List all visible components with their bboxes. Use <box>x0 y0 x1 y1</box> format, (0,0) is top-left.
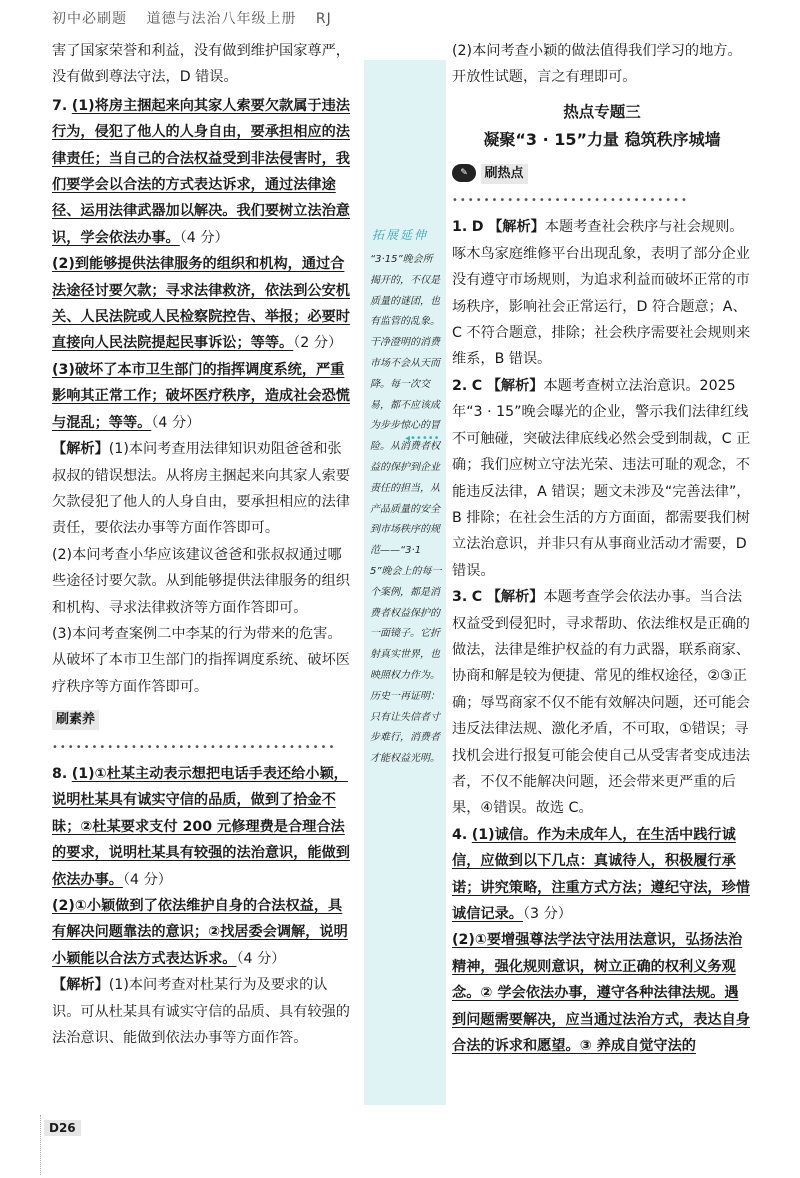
section-header-suyang <box>52 706 355 761</box>
q8-part1-score: （4 分） <box>122 871 172 888</box>
topic-label: 热点专题三 <box>563 102 641 121</box>
right-continuation: (2)本问考查小颖的做法值得我们学习的地方。开放性试题，言之有理即可。 <box>452 43 742 86</box>
q2-number: 2. <box>452 377 468 394</box>
q7-analysis-2: (2)本问考查小华应该建议爸爸和张叔叔通过哪些途径讨要欠款。从到能够提供法律服务的组织和机构、寻求法律救济等方面作答即可。 <box>52 546 350 616</box>
q7-part1: (1)将房主捆起来向其家人索要欠款属于违法行为，侵犯了他人的人身自由，要承担相应的法律责任；当自己的合法权益受到非法侵害时，我们要学会以合法的方式表达诉求，通过法律途径、运用法律武器加以解决。我们要树立法治意识，学会依法办事。 <box>52 97 350 246</box>
analysis-label: 【解析】 <box>486 377 544 394</box>
q4-part1-score: （3 分） <box>522 906 572 922</box>
section-header-redian <box>452 160 752 215</box>
q4-answer-1 <box>452 822 752 928</box>
section-label: 刷素养 <box>52 710 99 730</box>
divider-dots: •••••••••••••••••••••••••••••••••••• <box>52 741 337 753</box>
q7-number: 7. <box>52 97 68 114</box>
q8-answer-1 <box>52 761 355 893</box>
q7-part3-score: （4 分） <box>151 414 201 431</box>
header-edition: RJ <box>315 11 332 27</box>
q4-number: 4. <box>452 826 468 843</box>
q8-answer-2 <box>52 893 355 972</box>
q2-answer <box>452 373 752 584</box>
left-column <box>52 38 355 1051</box>
analysis-label: 【解析】 <box>52 441 109 458</box>
analysis-label: 【解析】 <box>486 589 544 606</box>
page-header <box>52 8 346 28</box>
q7-part3: (3)破坏了本市卫生部门的指挥调度系统，严重影响其正常工作；破坏医疗秩序，造成社会恐慌与混乱；等等。 <box>52 361 350 431</box>
header-subject: 道德与法治八年级上册 <box>146 11 297 27</box>
q7-answer-1 <box>52 93 355 251</box>
right-column <box>452 38 752 1059</box>
q7-part1-score: （4 分） <box>179 229 229 246</box>
q3-number: 3. <box>452 589 468 606</box>
q7-answer-2 <box>52 251 355 357</box>
q1-choice: D <box>471 219 484 236</box>
analysis-label: 【解析】 <box>488 219 545 236</box>
arrow-left-icon: ◂••••• <box>405 433 440 444</box>
q4-part1: (1)诚信。作为未成年人，在生活中践行诚信，应做到以下几点：真诚待人，积极履行承诺；讲究策略，注重方式方法；遵纪守法，珍惜诚信记录。 <box>452 826 750 922</box>
sidebar-title: 拓展延伸 <box>372 228 429 242</box>
q8-analysis-text: (1)本问考查对杜某行为及要求的认识。可从杜某具有诚实守信的品质、具有较强的法治意识、能做到依法办事等方面作答。 <box>52 977 350 1047</box>
q7-part2: (2)到能够提供法律服务的组织和机构，通过合法途径讨要欠款；寻求法律救济，依法到公安机关、人民法院或人民检察院控告、举报；必要时直接向人民法院提起民事诉讼；等等。 <box>52 256 350 352</box>
q8-part1: (1)①杜某主动表示想把电话手表还给小颖，说明杜某具有诚实守信的品质，做到了拾金不昧；②杜某要求支付 200 元修理费是合理合法的要求，说明杜某具有较强的法治意识，能做到依法办事。 <box>52 765 350 888</box>
analysis-label: 【解析】 <box>52 977 109 994</box>
q7-part2-score: （2 分） <box>293 335 343 352</box>
q8-part2: (2)①小颖做到了依法维护自身的合法权益，具有解决问题靠法的意识；②找居委会调解，说明小颖能以合法方式表达诉求。 <box>52 898 348 967</box>
divider-dots: •••••••••••••••••••••••••••••• <box>452 195 689 207</box>
hotspot-icon: ✎ <box>452 164 476 182</box>
q3-choice: C <box>471 589 483 606</box>
q7-analysis-text-1: (1)本问考查用法律知识劝阻爸爸和张叔叔的错误想法。从将房主捆起来向其家人索要欠款侵犯了他人的人身自由，要承担相应的法律责任，要依法办事等方面作答即可。 <box>52 441 350 537</box>
q8-number: 8. <box>52 765 68 782</box>
q3-text: 本题考查学会依法办事。当合法权益受到侵犯时，寻求帮助、依法维权是正确的做法，法律是维护权益的有力武器，联系商家、协商和解是较为便捷、常见的维权途径，②③正确；辱骂商家不仅不能有效解决问题，还可能会违反法律法规、激化矛盾，不可取，①错误；寻找机会进行报复可能会使自己从受害者变成违法者，不仅不能解决问题，还会带来更严重的后果，④错误。故选 C。 <box>452 589 750 817</box>
left-continuation: 害了国家荣誉和利益，没有做到维护国家尊严，没有做到尊法守法，D 错误。 <box>52 43 350 86</box>
q1-answer <box>452 214 752 372</box>
page-number: D26 <box>44 1120 81 1136</box>
sidebar-text: “3·15”晚会所揭开的，不仅是质量的谜团，也有监管的乱象。干净澄明的消费市场不会从天而降。每一次交易，都不应该成为步步惊心的冒险。从消费者权益的保护到企业责任的担当，从产品质量的安全到市场秩序的规范——“3·15”晚会上的每一个案例，都是消费者权益保护的一面镜子。它折射真实世界，也映照权力作为。历史一再证明：只有让失信者寸步难行，消费者才能权益光明。 <box>370 254 442 765</box>
q7-answer-3 <box>52 357 355 436</box>
q2-choice: C <box>471 377 483 394</box>
q8-part2-score: （4 分） <box>236 950 286 967</box>
q3-answer <box>452 584 752 822</box>
q8-analysis <box>52 972 355 1051</box>
q7-analysis-3: (3)本问考查案例二中李某的行为带来的危害。从破坏了本市卫生部门的指挥调度系统、破坏医疗秩序等方面作答即可。 <box>52 625 350 695</box>
q2-text: 本题考查树立法治意识。2025 年“3 · 15”晚会曝光的企业，警示我们法律红线不可触碰，突破法律底线必然会受到制裁，C 正确；我们应树立守法光荣、违法可耻的观念，不能违反法律，A 错误；题文未涉及“完善法律”，B 排除；在社会生活的方方面面，都需要我们树立法治意识，并非只有从事商业活动才需要，D 错误。 <box>452 377 751 579</box>
q1-number: 1. <box>452 219 468 236</box>
q4-answer-2 <box>452 927 752 1059</box>
q1-text: 本题考查社会秩序与社会规则。啄木鸟家庭维修平台出现乱象，表明了部分企业没有遵守市场规则，为追求利益而破坏正常的市场秩序，影响社会正常运行，D 符合题意；A、C 不符合题意，排除；社会秩序需要社会规则来维系，B 错误。 <box>452 219 751 368</box>
header-book: 初中必刷题 <box>52 11 127 27</box>
q4-part2: (2)①要增强尊法学法守法用法意识，弘扬法治精神，强化规则意识，树立正确的权利义务观念。② 学会依法办事，遵守各种法律法规。遇到问题需要解决，应当通过法治方式，表达自身合法的诉求和愿望。③ 养成自觉守法的 <box>452 932 750 1055</box>
section-label-hot: 刷热点 <box>481 164 528 184</box>
q7-analysis-1 <box>52 436 355 542</box>
topic-title: 凝聚“3 · 15”力量 稳筑秩序城墙 <box>483 130 721 150</box>
